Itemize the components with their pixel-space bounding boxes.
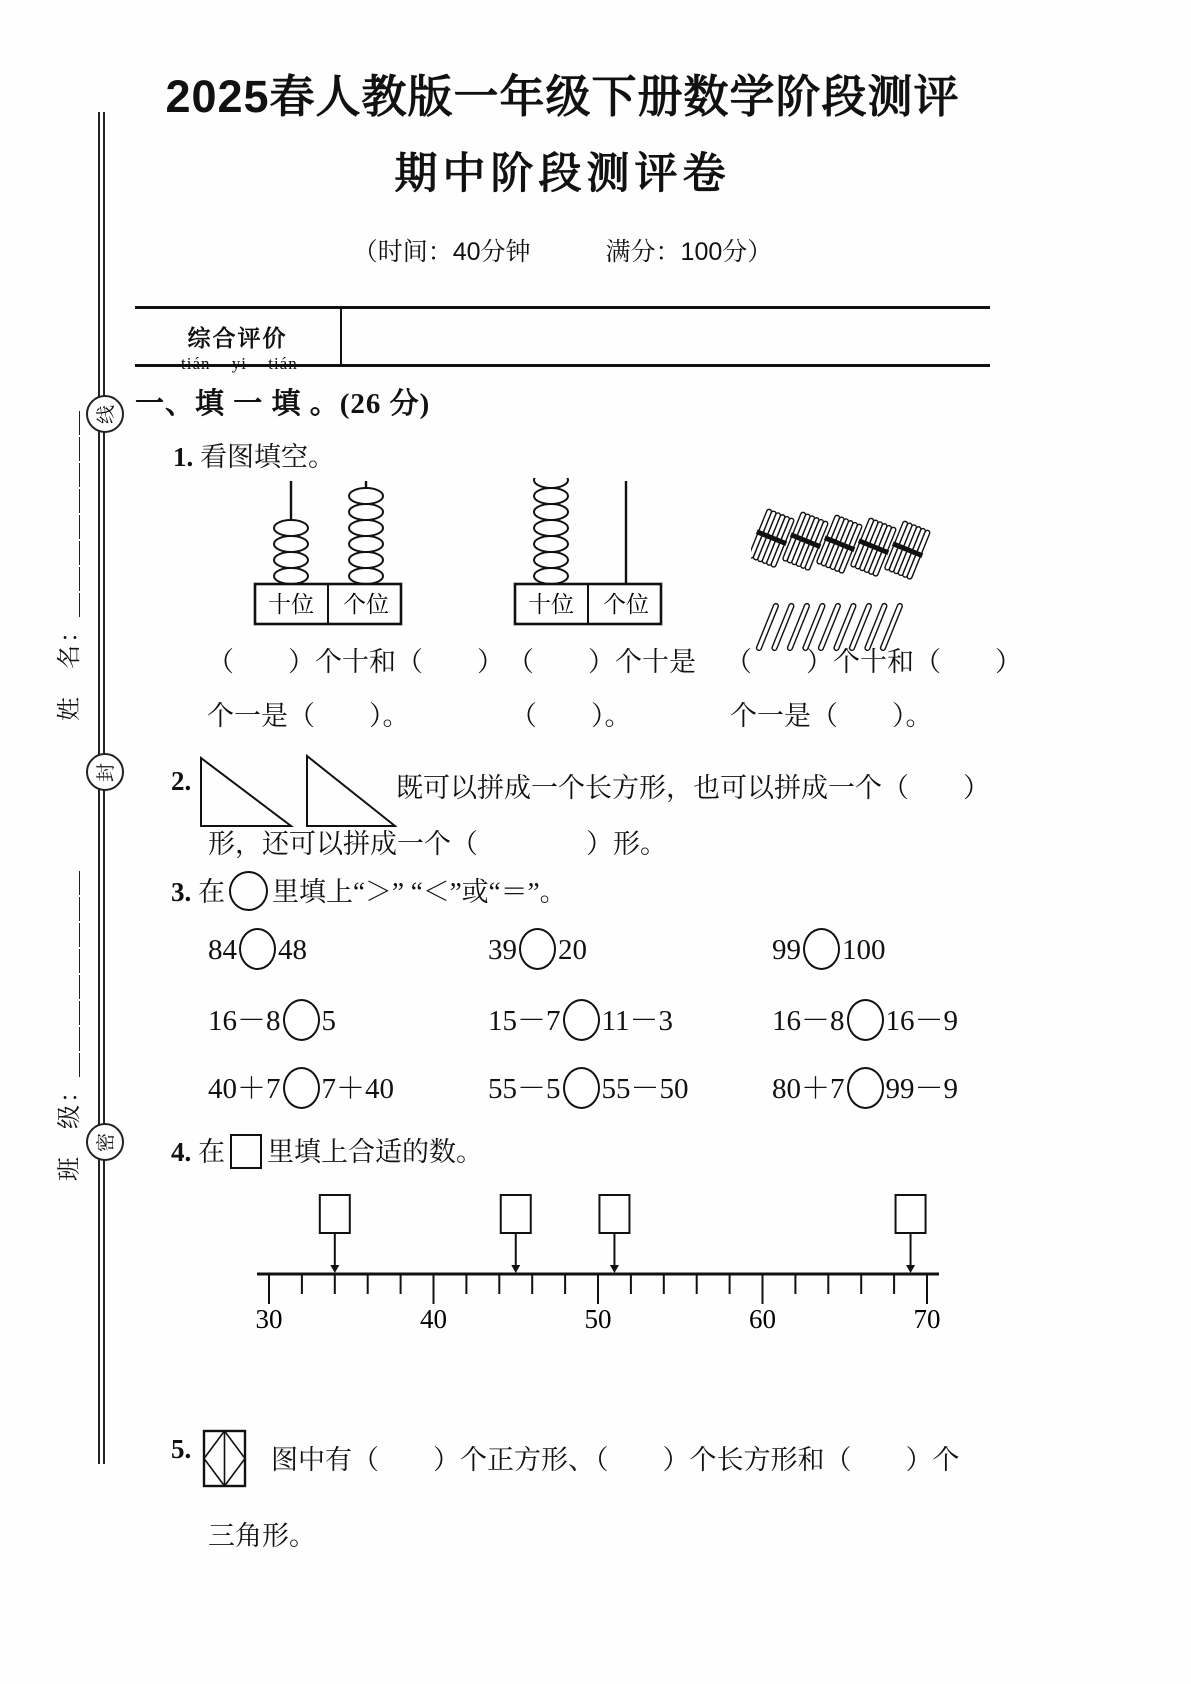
svg-text:十位: 十位: [268, 592, 314, 617]
q1-answer-3b: 个一是（ ）。: [730, 701, 933, 731]
svg-text:50: 50: [584, 1304, 612, 1330]
class-field-label: 班 级：＿＿＿＿＿＿＿＿: [57, 869, 83, 1181]
svg-text:40: 40: [420, 1304, 447, 1330]
paper-title: 2025春人教版一年级下册数学阶段测评: [165, 71, 960, 122]
circle-placeholder-icon: [283, 1067, 320, 1109]
question-2-text2: 形，还可以拼成一个（ ）形。: [208, 829, 667, 859]
comparison-cell: 16－8 5: [208, 998, 336, 1041]
sticks-figure: [751, 502, 946, 662]
q1-answer-1a: （ ）个十和（ ）: [207, 647, 504, 677]
comparison-cell: 40＋7 7＋40: [208, 1066, 394, 1109]
circle-placeholder-icon: [519, 928, 556, 970]
svg-text:十位: 十位: [528, 592, 574, 617]
seal-char-feng: 封: [86, 753, 124, 791]
section-heading: 一、填 一 填 。(26 分): [135, 388, 431, 420]
name-field-label: 姓 名：＿＿＿＿＿＿＿＿: [57, 409, 83, 721]
question-2-number: 2.: [171, 766, 192, 796]
numberline-figure: [253, 1192, 943, 1330]
q1-answer-2a: （ ）个十是: [507, 647, 696, 677]
comparison-cell: 99 100: [772, 928, 886, 970]
question-5-text2: 三角形。: [208, 1521, 316, 1551]
circle-placeholder-icon: [563, 999, 600, 1041]
square-placeholder-icon: [230, 1134, 262, 1169]
question-3-number: 3.: [171, 877, 192, 907]
evaluation-blank: [342, 309, 990, 364]
circle-placeholder-icon: [803, 928, 840, 970]
shape-figure: [201, 1428, 249, 1490]
circle-placeholder-icon: [563, 1067, 600, 1109]
comparison-cell: 84 48: [208, 928, 307, 970]
question-4-stem: 4. 在 里填上合适的数。: [171, 1130, 483, 1169]
question-5-text1: 图中有（ ）个正方形、（ ）个长方形和（ ）个: [271, 1445, 960, 1475]
comparison-cell: 80＋7 99－9: [772, 1066, 958, 1109]
q1-answer-1b: 个一是（ ）。: [207, 701, 410, 731]
question-2-text1: 既可以拼成一个长方形，也可以拼成一个（ ）: [396, 773, 990, 803]
svg-text:个位: 个位: [343, 592, 389, 617]
q1-answer-2b: （ ）。: [510, 701, 632, 731]
circle-placeholder-icon: [229, 871, 268, 911]
svg-text:个位: 个位: [603, 592, 649, 617]
question-3-stem: 3. 在 里填上“＞” “＜”或“＝”。: [171, 870, 567, 911]
circle-placeholder-icon: [847, 999, 884, 1041]
pinyin-annotation: tián yi tián: [181, 354, 298, 373]
q1-answer-3a: （ ）个十和（ ）: [725, 647, 1022, 677]
circle-placeholder-icon: [847, 1067, 884, 1109]
question-1-stem: 1. 看图填空。: [173, 442, 335, 472]
abacus-figure-2: [513, 478, 663, 628]
comparison-cell: 55－5 55－50: [488, 1066, 689, 1109]
svg-text:70: 70: [913, 1304, 941, 1330]
svg-text:30: 30: [255, 1304, 283, 1330]
comparison-cell: 15－7 11－3: [488, 998, 673, 1041]
question-4-number: 4.: [171, 1137, 192, 1167]
question-1-number: 1.: [173, 442, 194, 472]
question-5-number: 5.: [171, 1434, 192, 1464]
seal-char-mi: 密: [86, 1123, 124, 1161]
evaluation-label: 综合评价: [135, 309, 342, 364]
seal-char-xian: 线: [86, 395, 124, 433]
circle-placeholder-icon: [239, 928, 276, 970]
svg-text:60: 60: [749, 1304, 776, 1330]
comparison-cell: 39 20: [488, 928, 587, 970]
circle-placeholder-icon: [283, 999, 320, 1041]
comparison-cell: 16－8 16－9: [772, 998, 958, 1041]
paper-subtitle: 期中阶段测评卷: [394, 150, 731, 198]
abacus-figure-1: [253, 478, 403, 628]
exam-meta: （时间：40分钟 满分：100分）: [352, 238, 773, 266]
